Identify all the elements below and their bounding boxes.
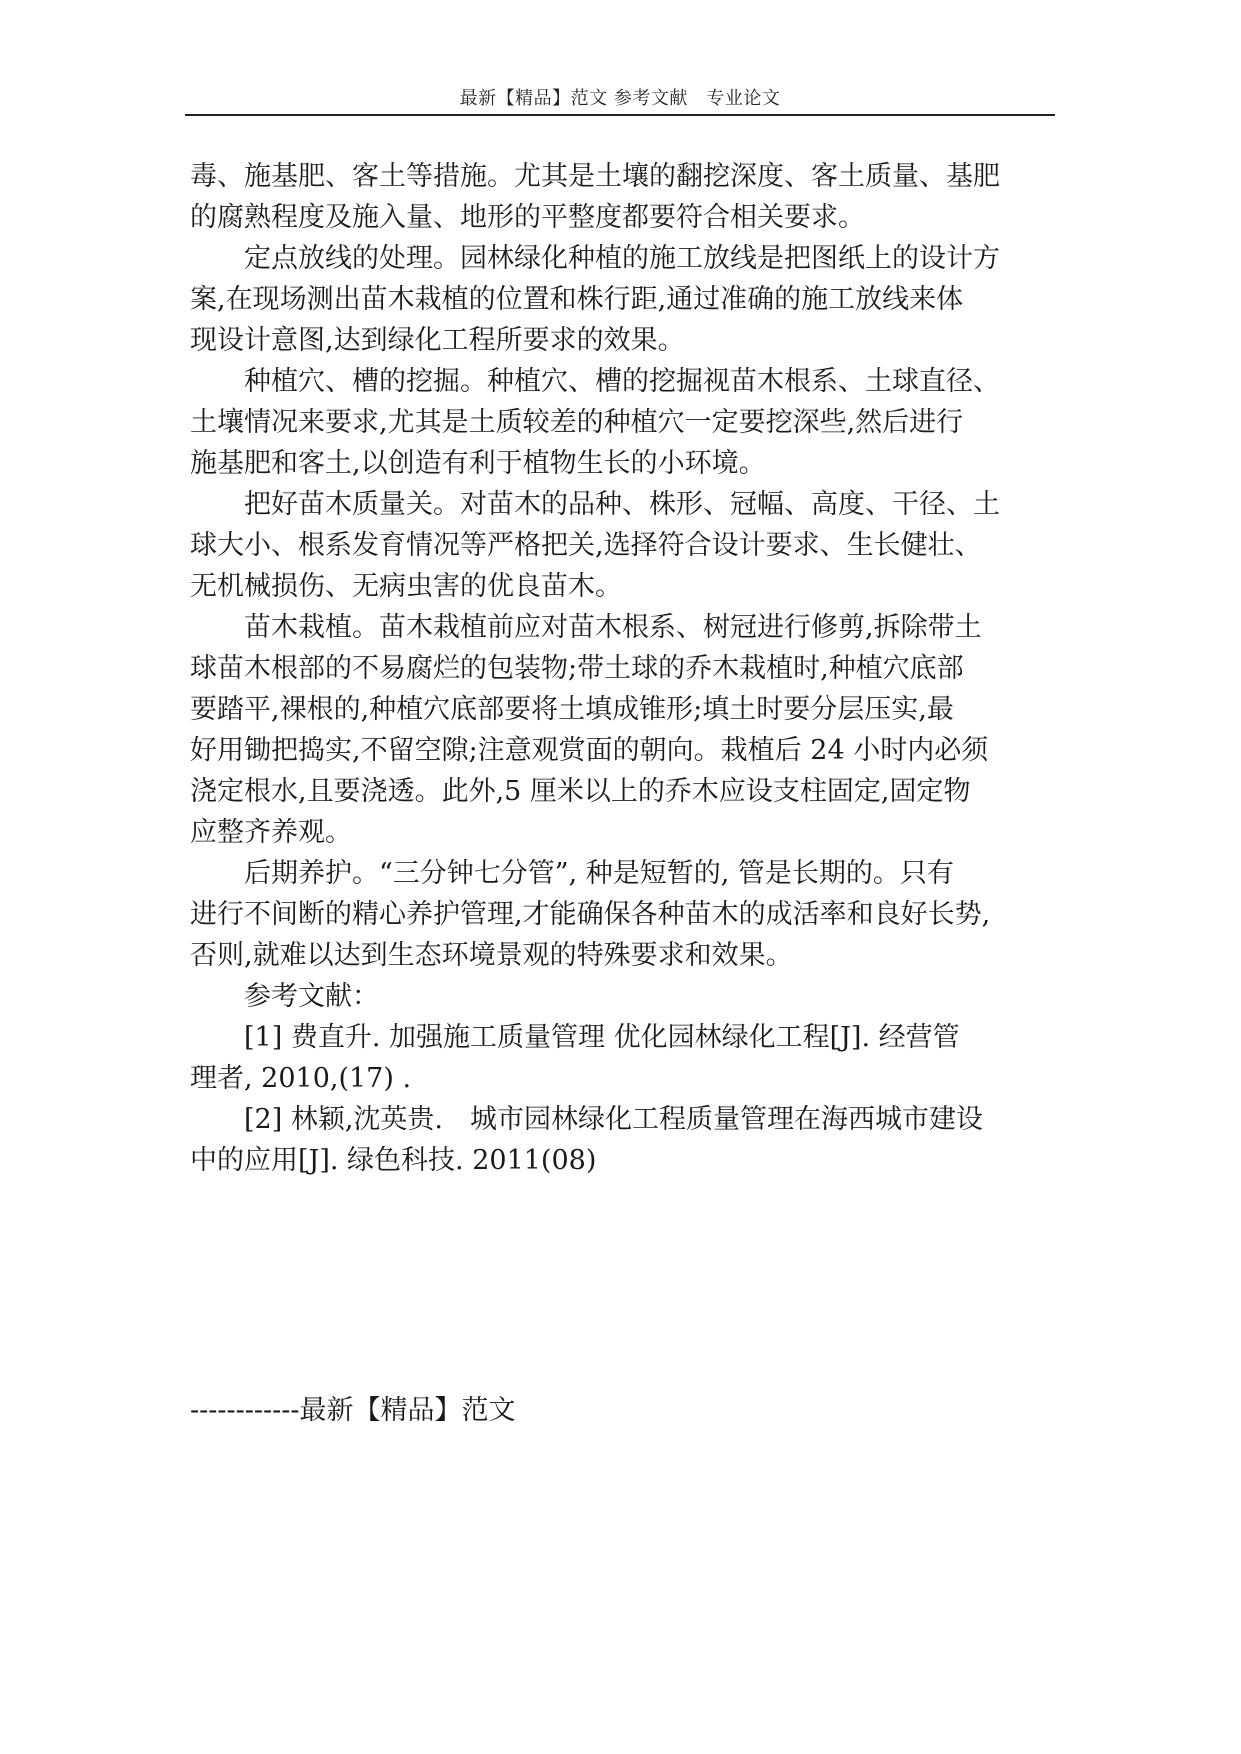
- text-line: 苗木栽植。苗木栽植前应对苗木根系、树冠进行修剪,拆除带土: [190, 612, 982, 643]
- page-header: 最新【精品】范文 参考文献 专业论文: [459, 88, 781, 109]
- document-body: [190, 156, 1070, 1181]
- text-line: 后期养护。“三分钟七分管”, 种是短暂的, 管是长期的。只有: [190, 858, 954, 889]
- text-line: 要踏平,裸根的,种植穴底部要将土填成锥形;填土时要分层压实,最: [190, 694, 954, 725]
- text-line: 无机械损伤、无病虫害的优良苗木。: [190, 571, 622, 602]
- text-line: 种植穴、槽的挖掘。种植穴、槽的挖掘视苗木根系、土球直径、: [190, 366, 1000, 397]
- text-line: 现设计意图,达到绿化工程所要求的效果。: [190, 325, 685, 356]
- reference-entry: 理者, 2010,(17) .: [190, 1063, 412, 1094]
- text-line: 球大小、根系发育情况等严格把关,选择符合设计要求、生长健壮、: [190, 530, 982, 561]
- text-line: 施基肥和客土,以创造有利于植物生长的小环境。: [190, 448, 766, 479]
- header-divider: [185, 114, 1055, 116]
- text-line: 进行不间断的精心养护管理,才能确保各种苗木的成活率和良好长势,: [190, 899, 991, 930]
- text-line: 球苗木根部的不易腐烂的包装物;带土球的乔木栽植时,种植穴底部: [190, 653, 964, 684]
- text-line: 把好苗木质量关。对苗木的品种、株形、冠幅、高度、干径、土: [190, 489, 1000, 520]
- references-heading: 参考文献：: [190, 981, 379, 1012]
- page-footer: ------------最新【精品】范文: [190, 1395, 516, 1426]
- text-line: 毒、施基肥、客土等措施。尤其是土壤的翻挖深度、客土质量、基肥: [190, 161, 1000, 192]
- text-line: 应整齐养观。: [190, 817, 352, 848]
- reference-entry: [1] 费直升. 加强施工质量管理 优化园林绿化工程[J]. 经营管: [190, 1022, 960, 1053]
- text-line: 好用锄把捣实,不留空隙;注意观赏面的朝向。栽植后 24 小时内必须: [190, 735, 989, 766]
- text-line: 否则,就难以达到生态环境景观的特殊要求和效果。: [190, 940, 793, 971]
- reference-entry: 中的应用[J]. 绿色科技. 2011(08): [190, 1145, 597, 1176]
- text-line: 的腐熟程度及施入量、地形的平整度都要符合相关要求。: [190, 202, 865, 233]
- text-line: 浇定根水,且要浇透。此外,5 厘米以上的乔木应设支柱固定,固定物: [190, 776, 971, 807]
- text-line: 土壤情况来要求,尤其是土质较差的种植穴一定要挖深些,然后进行: [190, 407, 964, 438]
- reference-entry: [2] 林颖,沈英贵. 城市园林绿化工程质量管理在海西城市建设: [190, 1104, 983, 1135]
- text-line: 案,在现场测出苗木栽植的位置和株行距,通过准确的施工放线来体: [190, 284, 964, 315]
- text-line: 定点放线的处理。园林绿化种植的施工放线是把图纸上的设计方: [190, 243, 1000, 274]
